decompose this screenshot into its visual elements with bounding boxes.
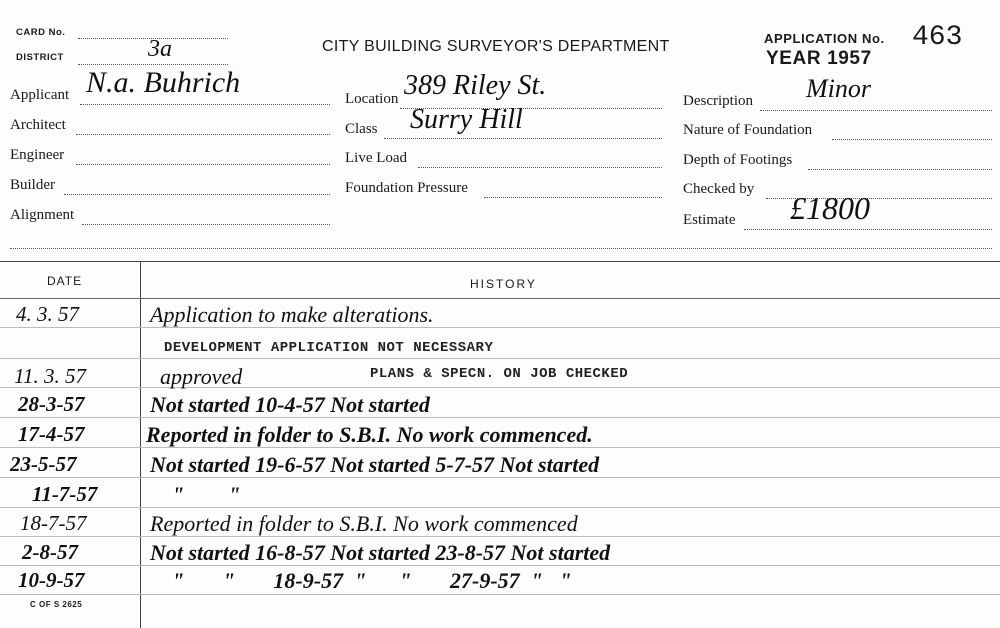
- depth-label: Depth of Footings: [683, 152, 793, 168]
- class-value: Surry Hill: [410, 104, 523, 135]
- row-entry: " " 18-9-57 " " 27-9-57 " ": [172, 568, 572, 593]
- architect-label: Architect: [10, 117, 66, 133]
- row-entry: Not started 19-6-57 Not started 5-7-57 Not started: [150, 452, 600, 477]
- row-date: 4. 3. 57: [16, 302, 79, 326]
- date-column-rule: [140, 262, 141, 628]
- year-label: YEAR 1957: [766, 48, 872, 69]
- location-value: 389 Riley St.: [404, 70, 547, 101]
- alignment-label: Alignment: [10, 207, 75, 223]
- row-rule: [0, 387, 1000, 388]
- history-header: HISTORY: [470, 277, 537, 291]
- row-entry: Reported in folder to S.B.I. No work commenced: [150, 511, 578, 536]
- blank-line: [10, 248, 992, 249]
- row-date: 18-7-57: [20, 511, 87, 535]
- engineer-line: [76, 164, 330, 165]
- foundation-pressure-label: Foundation Pressure: [345, 180, 468, 196]
- row-entry: " ": [172, 482, 241, 507]
- row-date: 28-3-57: [18, 392, 85, 416]
- application-number: 463: [912, 22, 963, 53]
- row-entry: Reported in folder to S.B.I. No work commenced.: [146, 422, 593, 447]
- checked-label: Checked by: [683, 181, 755, 197]
- department-title: CITY BUILDING SURVEYOR'S DEPARTMENT: [322, 38, 670, 55]
- estimate-value: £1800: [790, 190, 870, 226]
- header-rule: [0, 298, 1000, 299]
- row-rule: [0, 507, 1000, 508]
- engineer-label: Engineer: [10, 147, 65, 163]
- district-value: 3a: [148, 36, 172, 62]
- applicant-value: N.a. Buhrich: [86, 66, 241, 99]
- row-date: 2-8-57: [22, 540, 78, 564]
- description-line: [760, 110, 992, 111]
- application-label: APPLICATION No.: [764, 31, 885, 46]
- depth-line: [808, 169, 992, 170]
- form-code: C OF S 2625: [30, 600, 83, 609]
- row-date: 23-5-57: [10, 452, 77, 476]
- row-entry: approved: [160, 364, 243, 389]
- builder-line: [64, 194, 330, 195]
- estimate-label: Estimate: [683, 212, 736, 228]
- architect-line: [76, 134, 330, 135]
- district-line: [78, 64, 228, 65]
- description-value: Minor: [806, 74, 871, 103]
- applicant-line: [80, 104, 330, 105]
- development-stamp: DEVELOPMENT APPLICATION NOT NECESSARY: [164, 340, 494, 356]
- row-date: 17-4-57: [18, 422, 85, 446]
- district-label: DISTRICT: [16, 52, 64, 63]
- row-rule: [0, 594, 1000, 595]
- card-no-label: CARD No.: [16, 27, 66, 38]
- row-entry: Not started 10-4-57 Not started: [150, 392, 430, 417]
- row-date: 11. 3. 57: [14, 364, 86, 388]
- nature-label: Nature of Foundation: [683, 122, 813, 138]
- foundation-pressure-line: [484, 197, 662, 198]
- live-load-label: Live Load: [345, 150, 408, 166]
- row-date: 10-9-57: [18, 568, 85, 592]
- row-entry: Not started 16-8-57 Not started 23-8-57 Not started: [150, 540, 611, 565]
- estimate-line: [744, 229, 992, 230]
- plans-stamp: PLANS & SPECN. ON JOB CHECKED: [370, 366, 629, 382]
- location-label: Location: [345, 91, 399, 107]
- row-rule: [0, 358, 1000, 359]
- builder-label: Builder: [10, 177, 55, 193]
- table-top-rule: [0, 261, 1000, 262]
- row-date: 11-7-57: [32, 482, 98, 506]
- description-label: Description: [683, 93, 753, 109]
- applicant-label: Applicant: [10, 87, 70, 103]
- live-load-line: [418, 167, 662, 168]
- date-header: DATE: [47, 274, 83, 288]
- class-label: Class: [345, 121, 378, 137]
- alignment-line: [82, 224, 330, 225]
- nature-line: [832, 139, 992, 140]
- row-entry: Application to make alterations.: [150, 302, 434, 327]
- class-line: [384, 138, 662, 139]
